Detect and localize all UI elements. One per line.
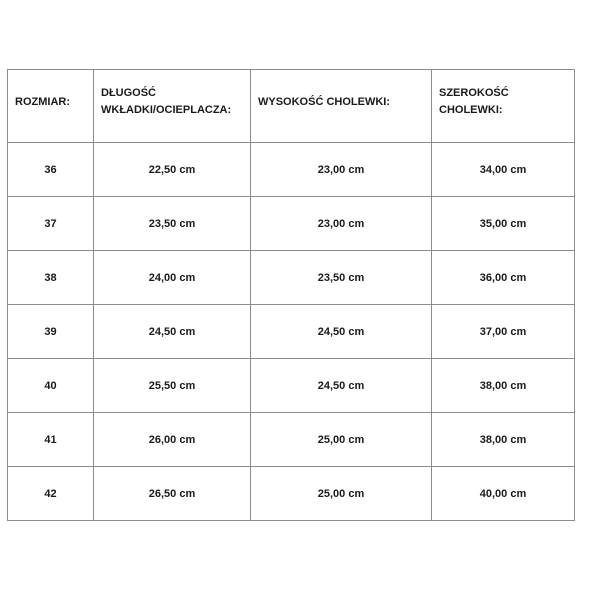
cell-insole-length: 24,50 cm	[94, 305, 251, 359]
cell-shaft-height: 25,00 cm	[251, 413, 432, 467]
cell-shaft-height: 23,00 cm	[251, 197, 432, 251]
table-row	[8, 467, 575, 521]
cell-shaft-width: 36,00 cm	[432, 251, 575, 305]
table-row	[8, 251, 575, 305]
cell-insole-length: 25,50 cm	[94, 359, 251, 413]
table-row	[8, 359, 575, 413]
cell-shaft-width: 34,00 cm	[432, 143, 575, 197]
cell-size: 41	[8, 413, 94, 467]
cell-size: 36	[8, 143, 94, 197]
cell-shaft-width: 38,00 cm	[432, 359, 575, 413]
cell-insole-length: 26,50 cm	[94, 467, 251, 521]
cell-insole-length: 26,00 cm	[94, 413, 251, 467]
cell-shaft-height: 24,50 cm	[251, 359, 432, 413]
cell-shaft-width: 38,00 cm	[432, 413, 575, 467]
cell-insole-length: 23,50 cm	[94, 197, 251, 251]
cell-insole-length: 22,50 cm	[94, 143, 251, 197]
cell-size: 37	[8, 197, 94, 251]
header-szerokosc-cholewki: SZEROKOŚĆ CHOLEWKI:	[432, 70, 575, 143]
cell-shaft-width: 40,00 cm	[432, 467, 575, 521]
table-row	[8, 305, 575, 359]
cell-shaft-height: 24,50 cm	[251, 305, 432, 359]
cell-shaft-width: 37,00 cm	[432, 305, 575, 359]
size-table	[7, 69, 575, 521]
cell-shaft-height: 23,50 cm	[251, 251, 432, 305]
header-dlugosc-wkladki: DŁUGOŚĆ WKŁADKI/OCIEPLACZA:	[94, 70, 251, 143]
cell-shaft-width: 35,00 cm	[432, 197, 575, 251]
cell-shaft-height: 23,00 cm	[251, 143, 432, 197]
cell-size: 42	[8, 467, 94, 521]
header-wysokosc-cholewki: WYSOKOŚĆ CHOLEWKI:	[251, 70, 432, 143]
cell-size: 39	[8, 305, 94, 359]
table-row	[8, 197, 575, 251]
table-row	[8, 413, 575, 467]
cell-size: 38	[8, 251, 94, 305]
cell-insole-length: 24,00 cm	[94, 251, 251, 305]
header-row	[8, 70, 575, 143]
cell-shaft-height: 25,00 cm	[251, 467, 432, 521]
cell-size: 40	[8, 359, 94, 413]
header-rozmiar: ROZMIAR:	[8, 70, 94, 143]
table-row	[8, 143, 575, 197]
